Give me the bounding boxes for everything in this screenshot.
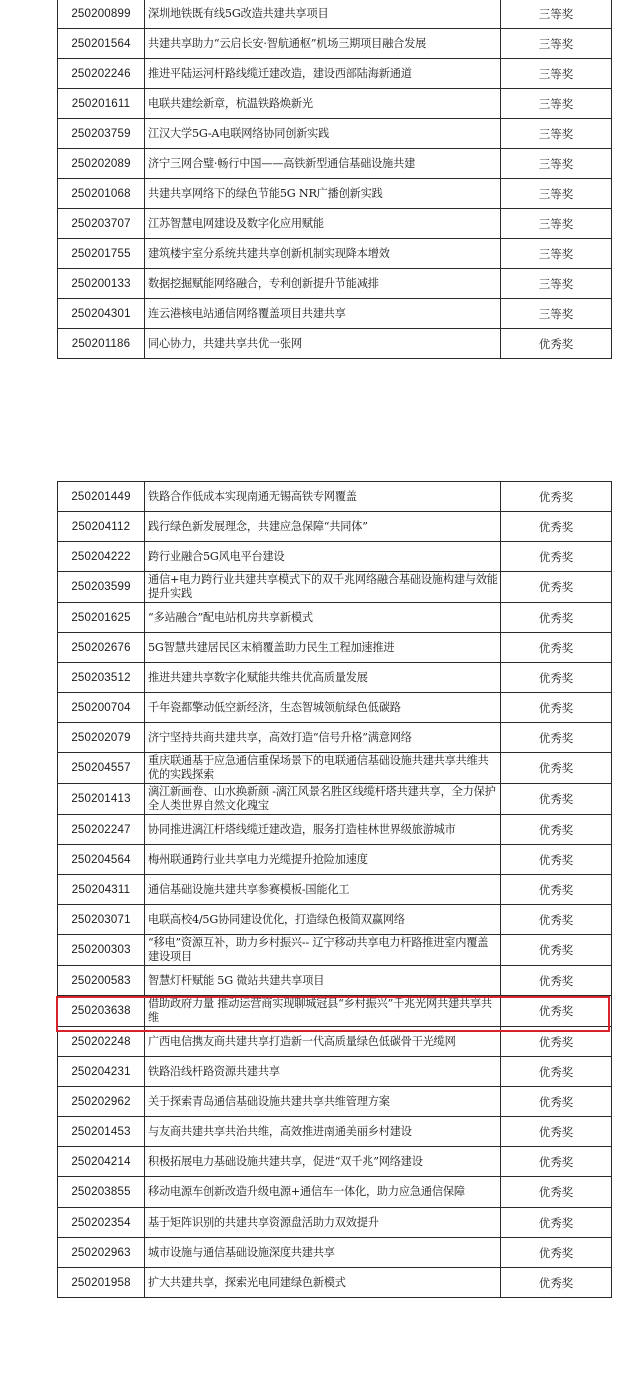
project-name: “移电”资源互补，助力乡村振兴-- 辽宁移动共享电力杆路推进室内覆盖建设项目: [145, 935, 501, 966]
award-level: 三等奖: [501, 29, 612, 59]
entry-id: 250203638: [58, 996, 145, 1027]
entry-id: 250200899: [58, 0, 145, 29]
award-level: 优秀奖: [501, 542, 612, 572]
award-level: 优秀奖: [501, 905, 612, 935]
project-name: 共建共享网络下的绿色节能5G NR广播创新实践: [145, 179, 501, 209]
award-level: 优秀奖: [501, 1268, 612, 1298]
table-row: [58, 1087, 612, 1117]
award-level: 三等奖: [501, 59, 612, 89]
project-name: 推进共建共享数字化赋能共维共优高质量发展: [145, 663, 501, 693]
table-row: [58, 1177, 612, 1208]
table-row: [58, 512, 612, 542]
project-name: 践行绿色新发展理念，共建应急保障“共同体”: [145, 512, 501, 542]
entry-id: 250200583: [58, 966, 145, 996]
project-name: 江汉大学5G-A电联网络协同创新实践: [145, 119, 501, 149]
award-level: 优秀奖: [501, 663, 612, 693]
award-level: 优秀奖: [501, 1027, 612, 1057]
project-name: 跨行业融合5G风电平台建设: [145, 542, 501, 572]
entry-id: 250202247: [58, 815, 145, 845]
award-level: 优秀奖: [501, 1057, 612, 1087]
project-name: 铁路合作低成本实现南通无锡高铁专网覆盖: [145, 482, 501, 512]
entry-id: 250201068: [58, 179, 145, 209]
project-name: 电联高校4/5G协同建设优化，打造绿色极简双赢网络: [145, 905, 501, 935]
award-level: 三等奖: [501, 239, 612, 269]
award-table-body: [58, 0, 612, 359]
entry-id: 250200303: [58, 935, 145, 966]
project-name: 积极拓展电力基础设施共建共享，促进“双千兆”网络建设: [145, 1147, 501, 1177]
table-row: [58, 633, 612, 663]
award-level: 优秀奖: [501, 1208, 612, 1238]
entry-id: 250204231: [58, 1057, 145, 1087]
award-level: 三等奖: [501, 179, 612, 209]
table-row: [58, 905, 612, 935]
table-row: [58, 59, 612, 89]
project-name: 通信基础设施共建共享参赛模板-国能化工: [145, 875, 501, 905]
project-name: 梅州联通跨行业共享电力光缆提升抢险加速度: [145, 845, 501, 875]
award-level: 优秀奖: [501, 693, 612, 723]
table-row: [58, 269, 612, 299]
table-row: [58, 149, 612, 179]
award-level: 优秀奖: [501, 1087, 612, 1117]
project-name: 关于探索青岛通信基础设施共建共享共维管理方案: [145, 1087, 501, 1117]
award-level: 优秀奖: [501, 633, 612, 663]
award-level: 三等奖: [501, 209, 612, 239]
entry-id: 250202676: [58, 633, 145, 663]
award-level: 优秀奖: [501, 996, 612, 1027]
table-row: [58, 0, 612, 29]
project-name: 共建共享助力“云启长安·智航通枢”机场三期项目融合发展: [145, 29, 501, 59]
table-row: [58, 89, 612, 119]
entry-id: 250204222: [58, 542, 145, 572]
table-row: [58, 723, 612, 753]
project-name: 深圳地铁既有线5G改造共建共享项目: [145, 0, 501, 29]
table-row: [58, 119, 612, 149]
award-level: 优秀奖: [501, 723, 612, 753]
entry-id: 250203707: [58, 209, 145, 239]
project-name: 连云港核电站通信网络覆盖项目共建共享: [145, 299, 501, 329]
award-level: 优秀奖: [501, 1117, 612, 1147]
table-row: [58, 996, 612, 1027]
entry-id: 250201625: [58, 603, 145, 633]
table-row: [58, 663, 612, 693]
entry-id: 250200133: [58, 269, 145, 299]
entry-id: 250202089: [58, 149, 145, 179]
project-name: 基于矩阵识别的共建共享资源盘活助力双效提升: [145, 1208, 501, 1238]
table-row: [58, 875, 612, 905]
project-name: 济宁三网合璧·畅行中国——高铁新型通信基础设施共建: [145, 149, 501, 179]
project-name: 广西电信携友商共建共享打造新一代高质量绿色低碳骨干光缆网: [145, 1027, 501, 1057]
entry-id: 250204311: [58, 875, 145, 905]
award-level: 优秀奖: [501, 603, 612, 633]
project-name: 电联共建绘新章，杭温铁路焕新光: [145, 89, 501, 119]
project-name: 济宁坚持共商共建共享，高效打造“信号升格”满意网络: [145, 723, 501, 753]
award-level: 优秀奖: [501, 512, 612, 542]
table-row: [58, 1057, 612, 1087]
table-row: [58, 845, 612, 875]
project-name: 通信+电力跨行业共建共享模式下的双千兆网络融合基础设施构建与效能提升实践: [145, 572, 501, 603]
entry-id: 250201958: [58, 1268, 145, 1298]
entry-id: 250203759: [58, 119, 145, 149]
table-row: [58, 1147, 612, 1177]
project-name: 与友商共建共享共治共维，高效推进南通美丽乡村建设: [145, 1117, 501, 1147]
entry-id: 250201611: [58, 89, 145, 119]
entry-id: 250204214: [58, 1147, 145, 1177]
award-level: 优秀奖: [501, 1238, 612, 1268]
award-level: 三等奖: [501, 299, 612, 329]
entry-id: 250202079: [58, 723, 145, 753]
table-row: [58, 299, 612, 329]
award-table-body: [58, 482, 612, 1298]
table-row: [58, 966, 612, 996]
table-row: [58, 542, 612, 572]
project-name: 借助政府力量 推动运营商实现聊城冠县“乡村振兴”千兆光网共建共享共维: [145, 996, 501, 1027]
table-row: [58, 815, 612, 845]
award-level: 三等奖: [501, 119, 612, 149]
table-row: [58, 239, 612, 269]
table-row: [58, 1027, 612, 1057]
table-row: [58, 209, 612, 239]
entry-id: 250203855: [58, 1177, 145, 1208]
award-level: 优秀奖: [501, 935, 612, 966]
entry-id: 250203599: [58, 572, 145, 603]
project-name: 数据挖掘赋能网络融合，专利创新提升节能减排: [145, 269, 501, 299]
award-table-bottom: [57, 481, 612, 1298]
table-row: [58, 693, 612, 723]
table-row: [58, 603, 612, 633]
award-level: 三等奖: [501, 0, 612, 29]
project-name: “多站融合”配电站机房共享新模式: [145, 603, 501, 633]
table-row: [58, 784, 612, 815]
project-name: 漓江新画卷、山水换新颜 -漓江风景名胜区线缆杆塔共建共享，全力保护全人类世界自然文化瑰宝: [145, 784, 501, 815]
award-level: 优秀奖: [501, 753, 612, 784]
award-level: 三等奖: [501, 269, 612, 299]
entry-id: 250204301: [58, 299, 145, 329]
entry-id: 250201186: [58, 329, 145, 359]
award-level: 优秀奖: [501, 329, 612, 359]
entry-id: 250204557: [58, 753, 145, 784]
entry-id: 250202248: [58, 1027, 145, 1057]
project-name: 同心协力，共建共享共优一张网: [145, 329, 501, 359]
project-name: 扩大共建共享，探索光电同建绿色新模式: [145, 1268, 501, 1298]
project-name: 千年瓷都擎动低空新经济，生态智城领航绿色低碳路: [145, 693, 501, 723]
entry-id: 250204112: [58, 512, 145, 542]
entry-id: 250204564: [58, 845, 145, 875]
project-name: 建筑楼宇室分系统共建共享创新机制实现降本增效: [145, 239, 501, 269]
table-row: [58, 572, 612, 603]
project-name: 重庆联通基于应急通信重保场景下的电联通信基础设施共建共享共维共优的实践探索: [145, 753, 501, 784]
award-level: 三等奖: [501, 149, 612, 179]
project-name: 推进平陆运河杆路线缆迁建改造，建设西部陆海新通道: [145, 59, 501, 89]
table-row: [58, 753, 612, 784]
award-table-top: [57, 0, 612, 359]
entry-id: 250203512: [58, 663, 145, 693]
entry-id: 250202962: [58, 1087, 145, 1117]
table-row: [58, 935, 612, 966]
table-row: [58, 482, 612, 512]
project-name: 智慧灯杆赋能 5G 微站共建共享项目: [145, 966, 501, 996]
entry-id: 250202354: [58, 1208, 145, 1238]
entry-id: 250201449: [58, 482, 145, 512]
project-name: 协同推进漓江杆塔线缆迁建改造，服务打造桂林世界级旅游城市: [145, 815, 501, 845]
award-level: 优秀奖: [501, 482, 612, 512]
project-name: 江苏智慧电网建设及数字化应用赋能: [145, 209, 501, 239]
entry-id: 250201564: [58, 29, 145, 59]
award-level: 优秀奖: [501, 784, 612, 815]
entry-id: 250202246: [58, 59, 145, 89]
award-level: 优秀奖: [501, 572, 612, 603]
project-name: 移动电源车创新改造升级电源+通信车一体化，助力应急通信保障: [145, 1177, 501, 1208]
table-row: [58, 329, 612, 359]
table-row: [58, 179, 612, 209]
entry-id: 250201755: [58, 239, 145, 269]
award-level: 优秀奖: [501, 1147, 612, 1177]
table-row: [58, 29, 612, 59]
table-row: [58, 1208, 612, 1238]
project-name: 铁路沿线杆路资源共建共享: [145, 1057, 501, 1087]
entry-id: 250203071: [58, 905, 145, 935]
entry-id: 250200704: [58, 693, 145, 723]
award-level: 三等奖: [501, 89, 612, 119]
table-row: [58, 1238, 612, 1268]
table-row: [58, 1268, 612, 1298]
award-level: 优秀奖: [501, 966, 612, 996]
award-level: 优秀奖: [501, 875, 612, 905]
award-level: 优秀奖: [501, 1177, 612, 1208]
entry-id: 250202963: [58, 1238, 145, 1268]
entry-id: 250201413: [58, 784, 145, 815]
project-name: 城市设施与通信基础设施深度共建共享: [145, 1238, 501, 1268]
award-level: 优秀奖: [501, 845, 612, 875]
award-level: 优秀奖: [501, 815, 612, 845]
entry-id: 250201453: [58, 1117, 145, 1147]
table-row: [58, 1117, 612, 1147]
project-name: 5G智慧共建居民区末梢覆盖助力民生工程加速推进: [145, 633, 501, 663]
